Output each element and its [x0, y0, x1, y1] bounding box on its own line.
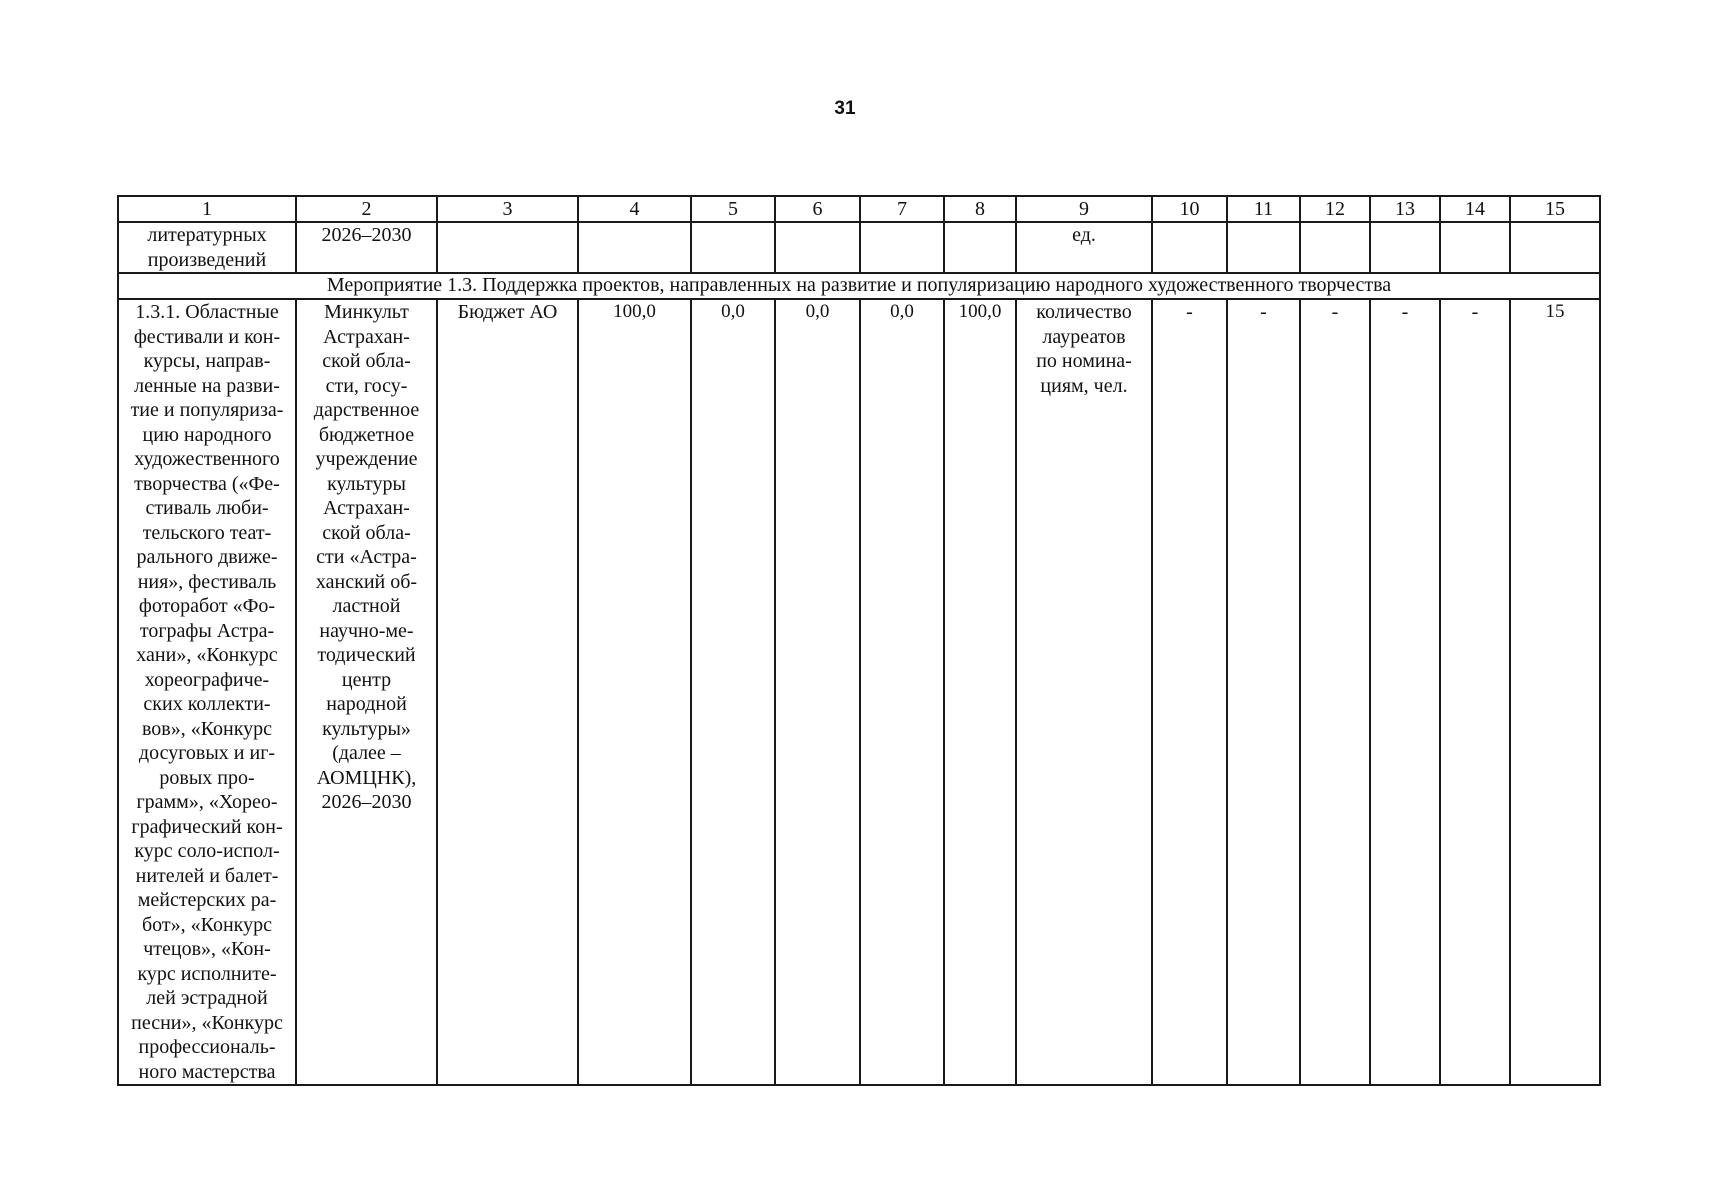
continued-row	[118, 222, 1600, 273]
cell-text: Минкульт Астрахан- ской обла- сти, госу- дарственное бюджетное учреждение культуры Астрахан- ской обла- сти «Астра- ханский об- ластной научно-ме- тодический центр народной культуры» (далее – АОМЦНК), 2026–2030	[313, 301, 420, 813]
program-table	[117, 195, 1601, 1086]
cell-text: литературных произведений	[147, 224, 267, 271]
header-cell: 15	[1510, 196, 1600, 222]
header-cell: 4	[578, 196, 691, 222]
table-cell	[1016, 222, 1152, 273]
column-numbers-row	[118, 196, 1600, 222]
value-cell: -	[1300, 299, 1370, 1085]
table-row	[118, 299, 1600, 1085]
funding-source-cell	[437, 299, 578, 1085]
table-cell	[691, 222, 775, 273]
table-cell	[1370, 222, 1440, 273]
value-cell: 100,0	[578, 299, 691, 1085]
cell-text: количество лауреатов по номина- циям, чел.	[1036, 301, 1132, 397]
table-cell	[437, 222, 578, 273]
cell-text: Бюджет АО	[457, 301, 558, 323]
table-cell	[1152, 222, 1227, 273]
indicator-cell	[1016, 299, 1152, 1085]
header-cell: 10	[1152, 196, 1227, 222]
table-cell	[775, 222, 860, 273]
header-cell: 7	[860, 196, 944, 222]
header-cell: 9	[1016, 196, 1152, 222]
header-cell: 2	[296, 196, 437, 222]
value-cell: 100,0	[944, 299, 1016, 1085]
header-cell: 5	[691, 196, 775, 222]
table-cell	[1227, 222, 1300, 273]
header-cell: 13	[1370, 196, 1440, 222]
table-cell	[118, 222, 296, 273]
cell-text: ед.	[1072, 224, 1096, 246]
header-cell: 8	[944, 196, 1016, 222]
header-cell: 11	[1227, 196, 1300, 222]
value-cell: -	[1440, 299, 1510, 1085]
table-cell	[1300, 222, 1370, 273]
value-cell: 0,0	[775, 299, 860, 1085]
header-cell: 12	[1300, 196, 1370, 222]
section-row	[118, 273, 1600, 299]
cell-text: 2026–2030	[321, 224, 412, 246]
value-cell: 15	[1510, 299, 1600, 1085]
table-cell	[1440, 222, 1510, 273]
value-cell: -	[1152, 299, 1227, 1085]
header-cell: 3	[437, 196, 578, 222]
value-cell: -	[1227, 299, 1300, 1085]
table-cell	[1510, 222, 1600, 273]
section-title: Мероприятие 1.3. Поддержка проектов, направленных на развитие и популяризацию народного художественного творчества	[118, 273, 1600, 299]
table-cell	[296, 222, 437, 273]
table-cell	[578, 222, 691, 273]
value-cell: 0,0	[691, 299, 775, 1085]
value-cell: 0,0	[860, 299, 944, 1085]
table-cell	[860, 222, 944, 273]
header-cell: 6	[775, 196, 860, 222]
event-name-cell	[118, 299, 296, 1085]
header-cell: 1	[118, 196, 296, 222]
header-cell: 14	[1440, 196, 1510, 222]
table-cell	[944, 222, 1016, 273]
value-cell: -	[1370, 299, 1440, 1085]
executor-cell	[296, 299, 437, 1085]
cell-text: 1.3.1. Областные фестивали и кон- курсы, направ- ленные на разви- тие и популяриза- цию народного художественного творчества («Фе- стиваль люби- тельского теат- рального движе- ния», фестиваль фоторабот «Фо- тографы Астра- хани», «Конкурс хореографиче- ских коллекти- вов», «Конкурс досуговых и иг- ровых про- грамм», «Хорео- графический кон- курс соло-испол- нителей и балет- мейстерских ра- бот», «Конкурс чтецов», «Кон- курс исполните- лей эстрадной песни», «Конкурс профессиональ- ного мастерства	[130, 301, 284, 1083]
page-number: 31	[834, 98, 856, 119]
